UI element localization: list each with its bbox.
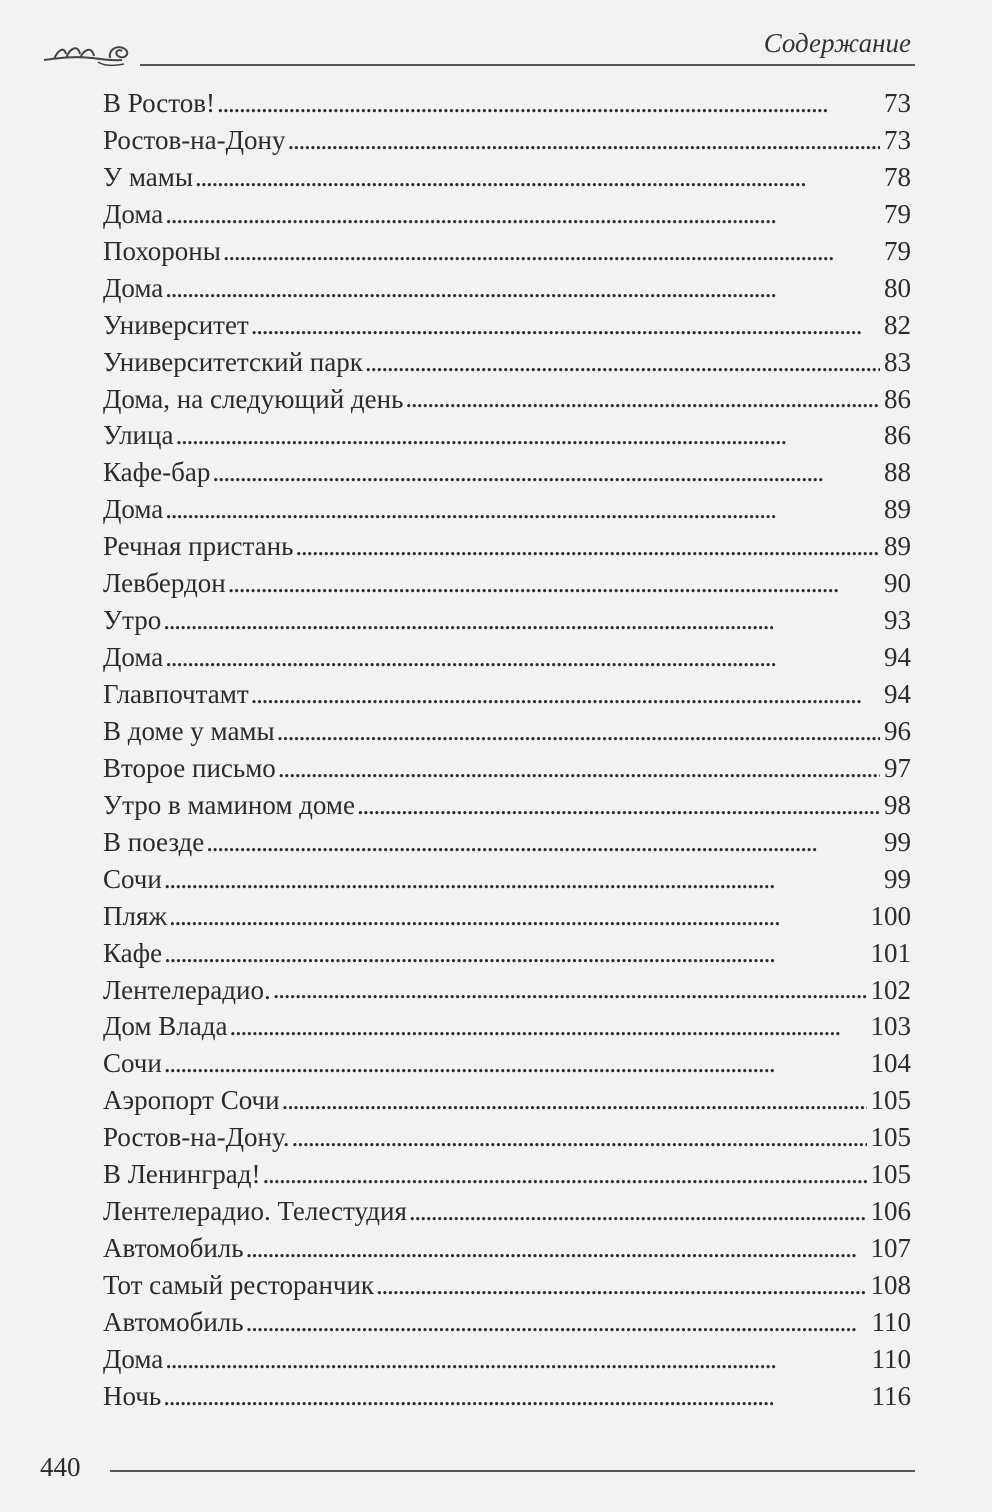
toc-entry-title: Ростов-на-Дону xyxy=(103,124,286,155)
toc-entry-title: Ночь xyxy=(103,1380,162,1411)
dot-leader xyxy=(165,196,880,233)
toc-entry xyxy=(103,824,911,861)
toc-entry-title: Второе письмо xyxy=(103,752,276,783)
toc-entry-title: Дома xyxy=(103,494,164,525)
dot-leader xyxy=(246,1304,868,1341)
toc-entry-page: 86 xyxy=(884,383,911,414)
dot-leader xyxy=(165,491,880,528)
toc-entry-page: 101 xyxy=(870,937,911,968)
toc-entry-page: 110 xyxy=(871,1343,911,1374)
toc-entry xyxy=(103,935,911,972)
toc-entry xyxy=(103,898,911,935)
dot-leader xyxy=(287,122,880,159)
toc-entry xyxy=(103,1193,911,1230)
dot-leader xyxy=(217,85,880,122)
dot-leader xyxy=(376,1267,866,1304)
dot-leader xyxy=(165,639,880,676)
toc-entry-page: 103 xyxy=(870,1011,911,1042)
page-number: 440 xyxy=(40,1452,81,1482)
toc-entry-title: В Ленинград! xyxy=(103,1159,261,1190)
toc-entry xyxy=(103,1267,911,1304)
dot-leader xyxy=(175,417,880,454)
dot-leader xyxy=(223,233,880,270)
dot-leader xyxy=(164,861,880,898)
toc-entry-page: 89 xyxy=(884,531,911,562)
dot-leader xyxy=(292,1119,867,1156)
toc-entry xyxy=(103,159,911,196)
toc-entry-title: В поезде xyxy=(103,826,205,857)
page-footer xyxy=(40,1452,915,1492)
toc-entry-page: 110 xyxy=(871,1306,911,1337)
toc-entry xyxy=(103,1341,911,1378)
toc-entry-title: Тот самый ресторанчик xyxy=(103,1270,375,1300)
toc-entry-page: 88 xyxy=(884,457,911,488)
toc-entry-title: Дома xyxy=(103,198,164,229)
dot-leader xyxy=(365,344,880,381)
toc-entry xyxy=(103,750,911,787)
toc-entry-page: 100 xyxy=(870,900,911,931)
dot-leader xyxy=(164,1045,867,1082)
dot-leader xyxy=(357,787,880,824)
toc-entry-page: 99 xyxy=(884,863,911,894)
toc-entry-title: Кафе-бар xyxy=(103,457,211,488)
toc-entry-title: Левбердон xyxy=(103,568,226,599)
toc-entry xyxy=(103,602,911,639)
toc-entry xyxy=(103,1304,911,1341)
toc-entry xyxy=(103,196,911,233)
toc-entry-page: 83 xyxy=(884,346,911,377)
toc-entry-title: Ростов-на-Дону. xyxy=(103,1122,290,1153)
dot-leader xyxy=(251,676,880,713)
toc-entry xyxy=(103,861,911,898)
toc-entry-page: 96 xyxy=(884,715,911,746)
toc-entry-title: Лентелерадио. Телестудия xyxy=(103,1196,407,1227)
toc-entry xyxy=(103,972,911,1009)
dot-leader xyxy=(409,1193,867,1230)
toc-entry-page: 93 xyxy=(884,605,911,636)
toc-entry-page: 94 xyxy=(884,642,911,673)
dot-leader xyxy=(263,1156,867,1193)
toc-entry xyxy=(103,1119,911,1156)
toc-entry-page: 98 xyxy=(884,789,911,820)
toc-entry-page: 90 xyxy=(884,568,911,599)
toc-entry xyxy=(103,1230,911,1267)
dot-leader xyxy=(246,1230,867,1267)
toc-entry-title: Утро xyxy=(103,605,162,636)
dot-leader xyxy=(282,1082,867,1119)
toc-entry-title: Речная пристань xyxy=(103,531,294,562)
toc-entry-page: 73 xyxy=(884,88,911,118)
toc-entry-title: Сочи xyxy=(103,1048,162,1079)
toc-entry-title: Дома xyxy=(103,272,164,303)
toc-entry xyxy=(103,307,911,344)
dot-leader xyxy=(165,270,880,307)
dot-leader xyxy=(206,824,880,861)
toc-entry-title: Дома xyxy=(103,642,164,673)
toc-entry xyxy=(103,1008,911,1045)
toc-entry-title: Лентелерадио. xyxy=(103,974,271,1005)
toc-entry xyxy=(103,565,911,602)
toc-entry-page: 82 xyxy=(884,309,911,340)
toc-entry xyxy=(103,270,911,307)
toc-entry-title: Утро в мамином доме xyxy=(103,789,355,820)
toc-entry xyxy=(103,1045,911,1082)
dot-leader xyxy=(278,750,880,787)
toc-entry-title: Дома xyxy=(103,1343,164,1374)
ornament-icon xyxy=(40,34,150,68)
toc-entry-page: 105 xyxy=(870,1159,911,1190)
toc-entry xyxy=(103,1082,911,1119)
toc-entry-title: Дом Влада xyxy=(103,1011,228,1042)
header-rule xyxy=(140,64,915,66)
toc-entry-page: 79 xyxy=(884,198,911,229)
toc-entry-page: 78 xyxy=(884,161,911,192)
toc-entry-title: Похороны xyxy=(103,235,221,266)
toc-entry xyxy=(103,491,911,528)
toc-entry-title: Кафе xyxy=(103,937,163,968)
toc-entry-title: Автомобиль xyxy=(103,1233,244,1264)
page-header xyxy=(40,20,915,70)
toc-entry xyxy=(103,85,911,122)
toc-entry-title: Автомобиль xyxy=(103,1306,244,1337)
toc-entry xyxy=(103,122,911,159)
dot-leader xyxy=(163,1378,867,1415)
dot-leader xyxy=(228,565,880,602)
toc-entry-page: 102 xyxy=(870,974,911,1005)
toc-entry-page: 97 xyxy=(884,752,911,783)
toc-entry xyxy=(103,713,911,750)
dot-leader xyxy=(229,1008,866,1045)
toc-entry-page: 80 xyxy=(884,272,911,303)
toc-entry xyxy=(103,1156,911,1193)
toc-entry xyxy=(103,454,911,491)
running-head: Содержание xyxy=(763,28,911,58)
toc-entry-title: У мамы xyxy=(103,161,193,192)
toc-entry-title: Аэропорт Сочи xyxy=(103,1085,280,1116)
toc-entry xyxy=(103,787,911,824)
toc-entry-title: Улица xyxy=(103,420,174,451)
toc-entry-title: В доме у мамы xyxy=(103,715,275,746)
dot-leader xyxy=(163,602,880,639)
footer-rule xyxy=(110,1470,915,1472)
toc-entry-page: 108 xyxy=(870,1270,911,1300)
toc-entry xyxy=(103,233,911,270)
toc-entry-page: 105 xyxy=(870,1122,911,1153)
toc-entry-page: 116 xyxy=(871,1380,911,1411)
toc-entry-page: 106 xyxy=(870,1196,911,1227)
dot-leader xyxy=(251,307,880,344)
toc-entry-title: Университетский парк xyxy=(103,346,363,377)
toc-entry-title: В Ростов! xyxy=(103,88,215,118)
dot-leader xyxy=(273,972,867,1009)
toc-entry-title: Пляж xyxy=(103,900,168,931)
dot-leader xyxy=(164,935,866,972)
toc-entry-page: 86 xyxy=(884,420,911,451)
toc-entry xyxy=(103,528,911,565)
toc-entry xyxy=(103,344,911,381)
dot-leader xyxy=(169,898,866,935)
table-of-contents xyxy=(103,85,911,1415)
toc-entry-page: 73 xyxy=(884,124,911,155)
dot-leader xyxy=(212,454,880,491)
dot-leader xyxy=(277,713,880,750)
toc-entry-page: 107 xyxy=(870,1233,911,1264)
toc-entry-title: Сочи xyxy=(103,863,162,894)
toc-entry-page: 104 xyxy=(870,1048,911,1079)
dot-leader xyxy=(295,528,880,565)
toc-entry xyxy=(103,417,911,454)
dot-leader xyxy=(165,1341,867,1378)
toc-entry-page: 79 xyxy=(884,235,911,266)
toc-entry-page: 89 xyxy=(884,494,911,525)
dot-leader xyxy=(195,159,880,196)
toc-entry xyxy=(103,1378,911,1415)
toc-entry-title: Дома, на следующий день xyxy=(103,383,404,414)
toc-entry-page: 105 xyxy=(870,1085,911,1116)
toc-entry-page: 99 xyxy=(884,826,911,857)
toc-entry-title: Главпочтамт xyxy=(103,679,249,709)
dot-leader xyxy=(405,381,880,418)
toc-entry-page: 94 xyxy=(884,679,911,709)
toc-entry xyxy=(103,381,911,418)
toc-entry xyxy=(103,676,911,713)
toc-entry-title: Университет xyxy=(103,309,249,340)
toc-entry xyxy=(103,639,911,676)
